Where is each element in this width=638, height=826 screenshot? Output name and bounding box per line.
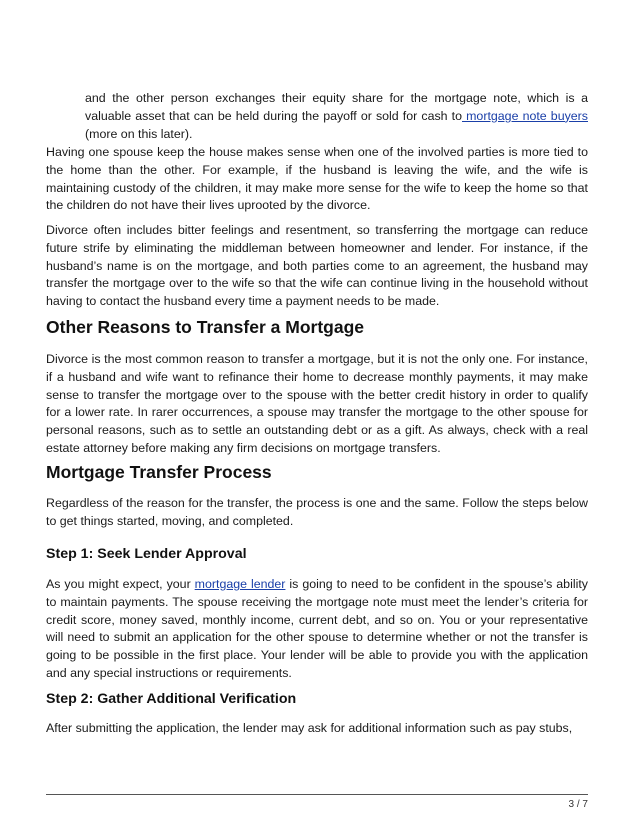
heading-other-reasons: Other Reasons to Transfer a Mortgage [46,317,364,337]
paragraph-text: (more on this later). [85,126,193,141]
paragraph-keep-house: Having one spouse keep the house makes sense when one of the involved parties is more tied to the home than the other. For example, if the husband is leaving the wife, and the wife is maintaining custody of the children, it may make more sense for the wife to keep the home so that the children do not have their lives uprooted by the divorce. [46,145,588,213]
paragraph-process-intro: Regardless of the reason for the transfer, the process is one and the same. Follow the steps below to get things started, moving, and completed. [46,496,588,528]
mortgage-lender-link[interactable]: mortgage lender [194,577,286,591]
paragraph-text: As you might expect, your [46,577,195,591]
page-number: 3 / 7 [568,799,588,810]
heading-step-2: Step 2: Gather Additional Verification [46,691,297,707]
paragraph-text: and the other person exchanges their equity share for the mortgage note, which is a valuable asset that can be held during the payoff or sold for cash to [85,91,588,123]
heading-transfer-process: Mortgage Transfer Process [46,462,272,482]
paragraph-lender-approval [46,576,588,683]
heading-step-1: Step 1: Seek Lender Approval [46,546,247,562]
paragraph-text: is going to need to be confident in the spouse’s ability to maintain payments. The spouse receiving the mortgage note must meet the lender’s criteria for credit score, money saved, monthly income, current debt, and so on. You or your representative will need to submit an application for the other spouse to determine whether or not the transfer is going to be possible in the first place. Your lender will be able to provide you with the application and any special instructions or requirements. [46,577,588,680]
paragraph-divorce-strife: Divorce often includes bitter feelings and resentment, so transferring the mortgage can reduce future strife by eliminating the middleman between homeowner and lender. For instance, if the husband’s name is on the mortgage, and both parties come to an agreement, the husband may transfer the mortgage over to the wife so that the wife can continue living in the household without having to contact the husband every time a payment needs to be made. [46,223,588,309]
paragraph-other-reasons: Divorce is the most common reason to transfer a mortgage, but it is not the only one. For instance, if a husband and wife want to refinance their home to decrease monthly payments, it may make sense to transfer the mortgage over to the spouse with the better credit history in order to qualify for a lower rate. In rarer occurrences, a spouse may transfer the mortgage to the other spouse for personal reasons, such as to settle an outstanding debt or as a gift. As always, check with a real estate attorney before making any firm decisions on mortgage transfers. [46,352,588,455]
mortgage-note-buyers-link[interactable]: mortgage note buyers [462,108,588,123]
paragraph-verification: After submitting the application, the lender may ask for additional information such as pay stubs, [46,721,573,735]
paragraph-equity-note [85,90,588,143]
footer-divider [46,794,588,795]
